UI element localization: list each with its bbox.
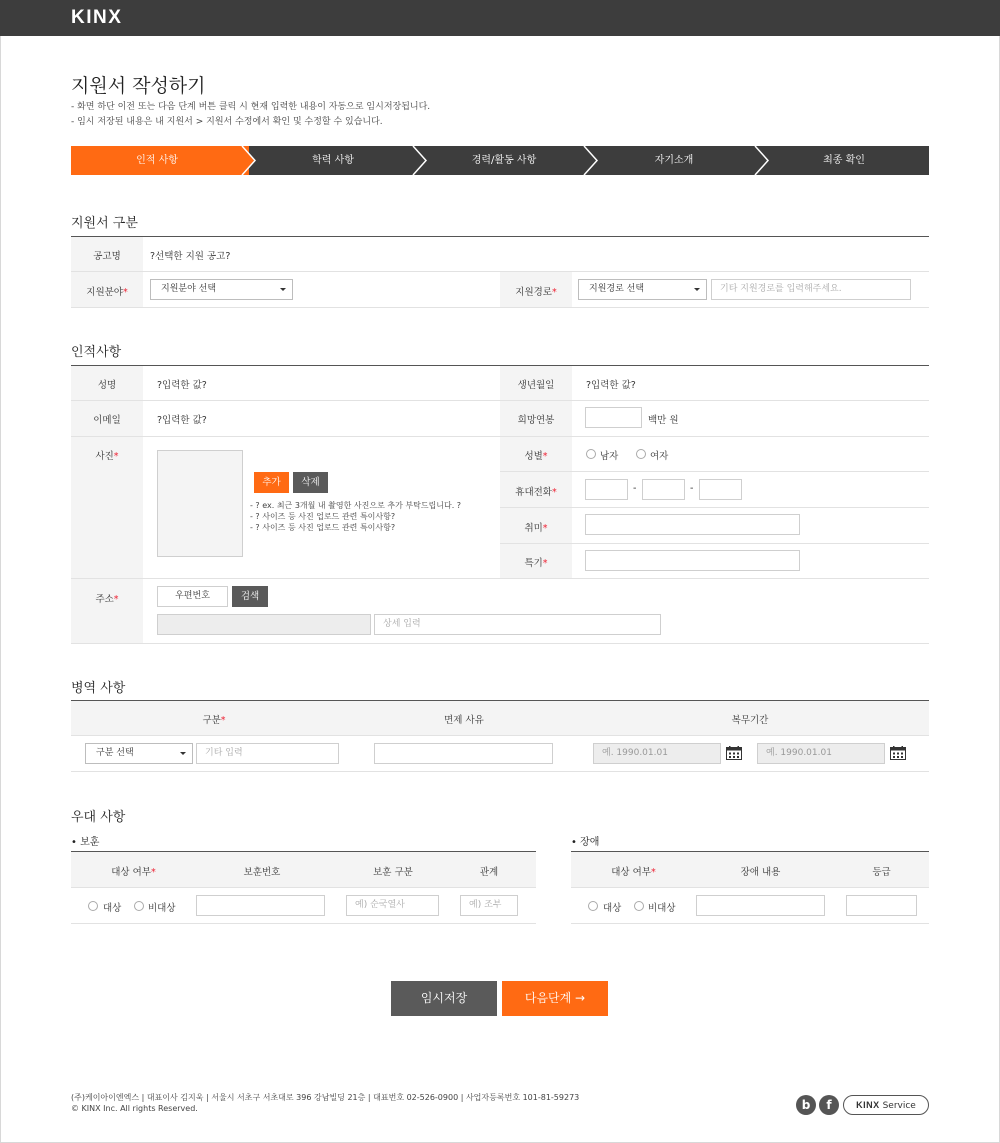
hobby-input[interactable] [585, 514, 800, 535]
birth-label: 생년월일 [517, 380, 555, 391]
blog-icon[interactable]: b [796, 1095, 816, 1115]
military-col-type: 구분* [202, 715, 226, 726]
email-value: ?입력한 값? [157, 415, 207, 426]
divider [500, 471, 929, 472]
address-detail-input[interactable]: 상세 입력 [374, 614, 661, 635]
disability-yes-label: 대상 [603, 903, 622, 914]
divider [71, 887, 536, 888]
phone-sep-1: - [633, 483, 637, 494]
page-title: 지원서 작성하기 [71, 75, 206, 97]
route-select[interactable]: 지원경로 선택 [578, 279, 707, 300]
photo-label: 사진* [95, 451, 119, 462]
step-personal[interactable]: 인적 사항 [136, 155, 178, 166]
divider [71, 236, 929, 237]
step-introduction[interactable]: 자기소개 [654, 155, 694, 166]
top-bar [0, 0, 1000, 36]
military-section-title: 병역 사항 [71, 681, 126, 696]
military-col-reason: 면제 사유 [444, 715, 484, 726]
route-label: 지원경로* [515, 287, 557, 298]
salary-unit: 백만 원 [648, 415, 679, 426]
military-type-select[interactable]: 구분 선택 [85, 743, 193, 764]
divider [500, 507, 929, 508]
photo-delete-button[interactable]: 삭제 [293, 472, 328, 493]
divider [71, 923, 536, 924]
disability-grade-input[interactable] [846, 895, 917, 916]
disability-col-grade: 등급 [872, 867, 891, 878]
preference-section-title: 우대 사항 [71, 810, 126, 825]
disability-content-input[interactable] [696, 895, 825, 916]
phone-part-3[interactable] [699, 479, 742, 500]
gender-male-radio[interactable] [586, 449, 596, 459]
gender-label: 성별* [524, 451, 548, 462]
route-other-input[interactable]: 기타 지원경로를 입력해주세요. [711, 279, 911, 300]
facebook-icon[interactable]: f [819, 1095, 839, 1115]
veteran-col-number: 보훈번호 [243, 867, 281, 878]
address-label: 주소* [95, 594, 119, 605]
photo-guide-3: - ? 사이즈 등 사진 업로드 관련 특이사항? [250, 523, 396, 532]
gender-male-label: 남자 [600, 451, 619, 462]
photo-guide-2: - ? 사이즈 등 사진 업로드 관련 특이사항? [250, 512, 396, 521]
veteran-col-relation: 관계 [479, 867, 499, 878]
field-select[interactable]: 지원분야 선택 [150, 279, 293, 300]
notice-line-1: - 화면 하단 이전 또는 다음 단계 버튼 클릭 시 현재 입력한 내용이 자동으로 임시저장됩니다. [71, 102, 431, 112]
divider [500, 543, 929, 544]
divider [71, 735, 929, 736]
step-education[interactable]: 학력 사항 [312, 155, 354, 166]
divider [71, 436, 929, 437]
notice-line-2: - 임시 저장된 내용은 내 지원서 > 지원서 수정에서 확인 및 수정할 수 있습니다. [71, 117, 383, 127]
disability-no-radio[interactable] [634, 901, 644, 911]
label-column-bg [500, 366, 572, 578]
calendar-icon[interactable] [890, 746, 906, 760]
phone-part-1[interactable] [585, 479, 628, 500]
veteran-yes-radio[interactable] [88, 901, 98, 911]
zip-input[interactable]: 우편번호 [157, 586, 228, 607]
footer-copyright: © KINX Inc. All rights Reserved. [71, 1104, 198, 1113]
chevron-down-icon [694, 288, 700, 291]
military-col-period: 복무기간 [731, 715, 769, 726]
divider [71, 307, 929, 308]
exemption-reason-input[interactable] [374, 743, 553, 764]
disability-col-content: 장애 내용 [740, 867, 781, 878]
personal-section-title: 인적사항 [71, 345, 122, 360]
divider [71, 771, 929, 772]
disability-yes-radio[interactable] [588, 901, 598, 911]
disability-no-label: 비대상 [648, 903, 676, 914]
notice-label: 공고명 [93, 251, 121, 262]
photo-preview [157, 450, 243, 557]
next-step-button[interactable]: 다음단계 → [502, 981, 608, 1016]
step-final-check[interactable]: 최종 확인 [823, 155, 865, 166]
birth-value: ?입력한 값? [586, 380, 636, 391]
veteran-yes-label: 대상 [103, 903, 122, 914]
disability-subsection-title: • 장애 [571, 837, 600, 848]
veteran-col-target: 대상 여부* [111, 867, 156, 878]
temp-save-button[interactable]: 임시저장 [391, 981, 497, 1016]
phone-label: 휴대전화* [515, 487, 557, 498]
military-other-input[interactable]: 기타 입력 [196, 743, 339, 764]
photo-add-button[interactable]: 추가 [254, 472, 289, 493]
salary-label: 희망연봉 [517, 415, 555, 426]
veteran-number-input[interactable] [196, 895, 325, 916]
divider [71, 400, 929, 401]
chevron-down-icon [280, 288, 286, 291]
chevron-down-icon [180, 752, 186, 755]
divider [571, 923, 929, 924]
divider [71, 578, 929, 579]
calendar-icon[interactable] [726, 746, 742, 760]
veteran-type-input[interactable]: 예) 순국열사 [346, 895, 439, 916]
name-value: ?입력한 값? [157, 380, 207, 391]
name-label: 성명 [97, 380, 117, 391]
phone-part-2[interactable] [642, 479, 685, 500]
divider [71, 271, 929, 272]
salary-input[interactable] [585, 407, 642, 428]
address-main-input[interactable] [157, 614, 371, 635]
step-career[interactable]: 경력/활동 사항 [471, 155, 537, 166]
service-end-input[interactable]: 예. 1990.01.01 [757, 743, 885, 764]
skill-label: 특기* [524, 558, 548, 569]
service-start-input[interactable]: 예. 1990.01.01 [593, 743, 721, 764]
photo-guide-1: - ? ex. 최근 3개월 내 촬영한 사진으로 추가 부탁드립니다. ? [250, 501, 462, 510]
veteran-no-radio[interactable] [134, 901, 144, 911]
disability-col-target: 대상 여부* [611, 867, 656, 878]
veteran-relation-input[interactable]: 예) 조부 [460, 895, 518, 916]
phone-sep-2: - [690, 483, 694, 494]
email-label: 이메일 [93, 415, 121, 426]
veteran-col-type: 보훈 구분 [373, 867, 413, 878]
footer-company-info: (주)케이아이엔엑스 | 대표이사 김지욱 | 서울시 서초구 서초대로 396 강남빌딩 21층 | 대표번호 02-526-0900 | 사업자등록번호 101-81-59273 [71, 1093, 580, 1102]
skill-input[interactable] [585, 550, 800, 571]
field-label: 지원분야* [86, 287, 128, 298]
kinx-service-link[interactable]: KINX Service [843, 1095, 929, 1115]
kinx-logo[interactable]: KINX [71, 7, 123, 28]
application-section-title: 지원서 구분 [71, 216, 138, 231]
veteran-no-label: 비대상 [148, 903, 176, 914]
veteran-subsection-title: • 보훈 [71, 837, 100, 848]
progress-steps [71, 146, 929, 175]
divider [71, 643, 929, 644]
notice-value: ?선택한 지원 공고? [150, 251, 231, 262]
divider [571, 887, 929, 888]
gender-female-label: 여자 [650, 451, 669, 462]
hobby-label: 취미* [524, 523, 548, 534]
gender-female-radio[interactable] [636, 449, 646, 459]
address-search-button[interactable]: 검색 [232, 586, 268, 607]
